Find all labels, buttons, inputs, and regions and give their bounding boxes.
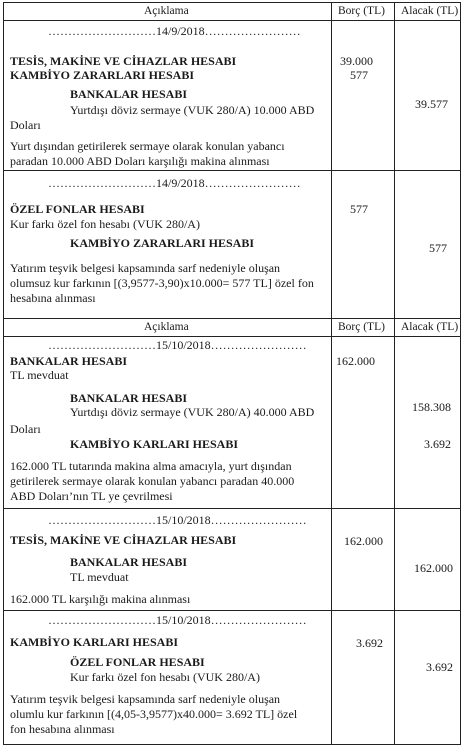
credit-sub-account: Doları <box>10 422 41 436</box>
credit-account: BANKALAR HESABI <box>70 555 188 569</box>
entry-description: olumsuz kur farkının [(3,9577-3,90)x10.000= 577 TL] özel fon <box>10 276 314 290</box>
credit-account: KAMBİYO KARLARI HESABI <box>70 437 239 451</box>
entry-description: 162.000 TL tutarında makina alma amacıyla, yurt dışından <box>10 459 292 473</box>
credit-amount: 162.000 <box>414 561 453 575</box>
header-aciklama: Açıklama <box>144 5 189 17</box>
entry-date: ………………………15/10/2018…………………… <box>48 513 307 527</box>
debit-account: TESİS, MAKİNE VE CİHAZLAR HESABI <box>10 54 237 68</box>
debit-sub-account: Kur farkı özel fon hesabı (VUK 280/A) <box>10 217 200 231</box>
entry-date: ………………………14/9/2018…………………… <box>48 176 301 190</box>
entry-description: Yatırım teşvik belgesi kapsamında sarf nedeniyle oluşan <box>10 261 281 275</box>
credit-sub-account: Kur farkı özel fon hesabı (VUK 280/A) <box>70 670 260 684</box>
header-borc: Borç (TL) <box>338 5 385 17</box>
credit-account: BANKALAR HESABI <box>70 391 188 405</box>
debit-account: BANKALAR HESABI <box>10 354 128 368</box>
debit-sub-account: TL mevduat <box>10 368 69 382</box>
entry-date: ………………………15/10/2018…………………… <box>48 338 307 352</box>
credit-amount: 39.577 <box>415 97 448 111</box>
credit-sub-account: Doları <box>10 118 41 132</box>
credit-account: KAMBİYO ZARARLARI HESABI <box>70 236 255 250</box>
debit-account: ÖZEL FONLAR HESABI <box>10 202 145 216</box>
credit-sub-account: Yurtdışı döviz sermaye (VUK 280/A) 10.000 ABD <box>70 103 315 117</box>
debit-amount: 162.000 <box>336 354 375 368</box>
journal-entry <box>4 21 460 171</box>
debit-account: TESİS, MAKİNE VE CİHAZLAR HESABI <box>10 533 237 547</box>
debit-account: KAMBİYO ZARARLARI HESABI <box>10 68 195 82</box>
header-borc: Borç (TL) <box>338 321 385 333</box>
debit-amount: 577 <box>350 68 368 82</box>
entry-description: getirilerek sermaye olarak konulan yabancı paradan 40.000 <box>10 474 295 488</box>
journal-entry <box>4 611 460 746</box>
entry-description: olumlu kur farkının [(4,05-3,9577)x40.000= 3.692 TL] özel <box>10 707 298 721</box>
credit-amount: 577 <box>429 241 447 255</box>
entry-description: fon hesabına alınması <box>10 722 115 736</box>
credit-sub-account: Yurtdışı döviz sermaye (VUK 280/A) 40.000 ABD <box>70 405 315 419</box>
entry-date: ………………………14/9/2018…………………… <box>48 24 301 38</box>
debit-account: KAMBİYO KARLARI HESABI <box>10 635 179 649</box>
header-alacak: Alacak (TL) <box>401 5 459 17</box>
credit-sub-account: TL mevduat <box>70 570 129 584</box>
entry-description: paradan 10.000 ABD Doları karşılığı makina alınması <box>10 154 270 168</box>
credit-amount: 3.692 <box>424 437 451 451</box>
journal-table <box>3 2 461 745</box>
credit-account: BANKALAR HESABI <box>70 87 188 101</box>
entry-description: Yatırım teşvik belgesi kapsamında sarf nedeniyle oluşan <box>10 692 281 706</box>
entry-description: ABD Doları’nın TL ye çevrilmesi <box>10 489 173 503</box>
entry-description: 162.000 TL karşılığı makina alınması <box>10 592 191 606</box>
journal-entry <box>4 509 460 611</box>
entry-date: ………………………15/10/2018…………………… <box>48 613 307 627</box>
credit-amount: 3.692 <box>426 660 453 674</box>
entry-description: hesabına alınması <box>10 291 96 305</box>
header-alacak: Alacak (TL) <box>401 321 459 333</box>
debit-amount: 162.000 <box>344 534 383 548</box>
credit-amount: 158.308 <box>412 400 451 414</box>
debit-amount: 3.692 <box>356 636 383 650</box>
journal-entry <box>4 171 460 319</box>
debit-amount: 577 <box>350 202 368 216</box>
table-header <box>4 3 460 21</box>
header-aciklama: Açıklama <box>144 321 189 333</box>
journal-entry <box>4 337 460 509</box>
debit-amount: 39.000 <box>340 54 373 68</box>
table-header <box>4 319 460 337</box>
entry-description: Yurt dışından getirilerek sermaye olarak konulan yabancı <box>10 139 285 153</box>
credit-account: ÖZEL FONLAR HESABI <box>70 655 205 669</box>
